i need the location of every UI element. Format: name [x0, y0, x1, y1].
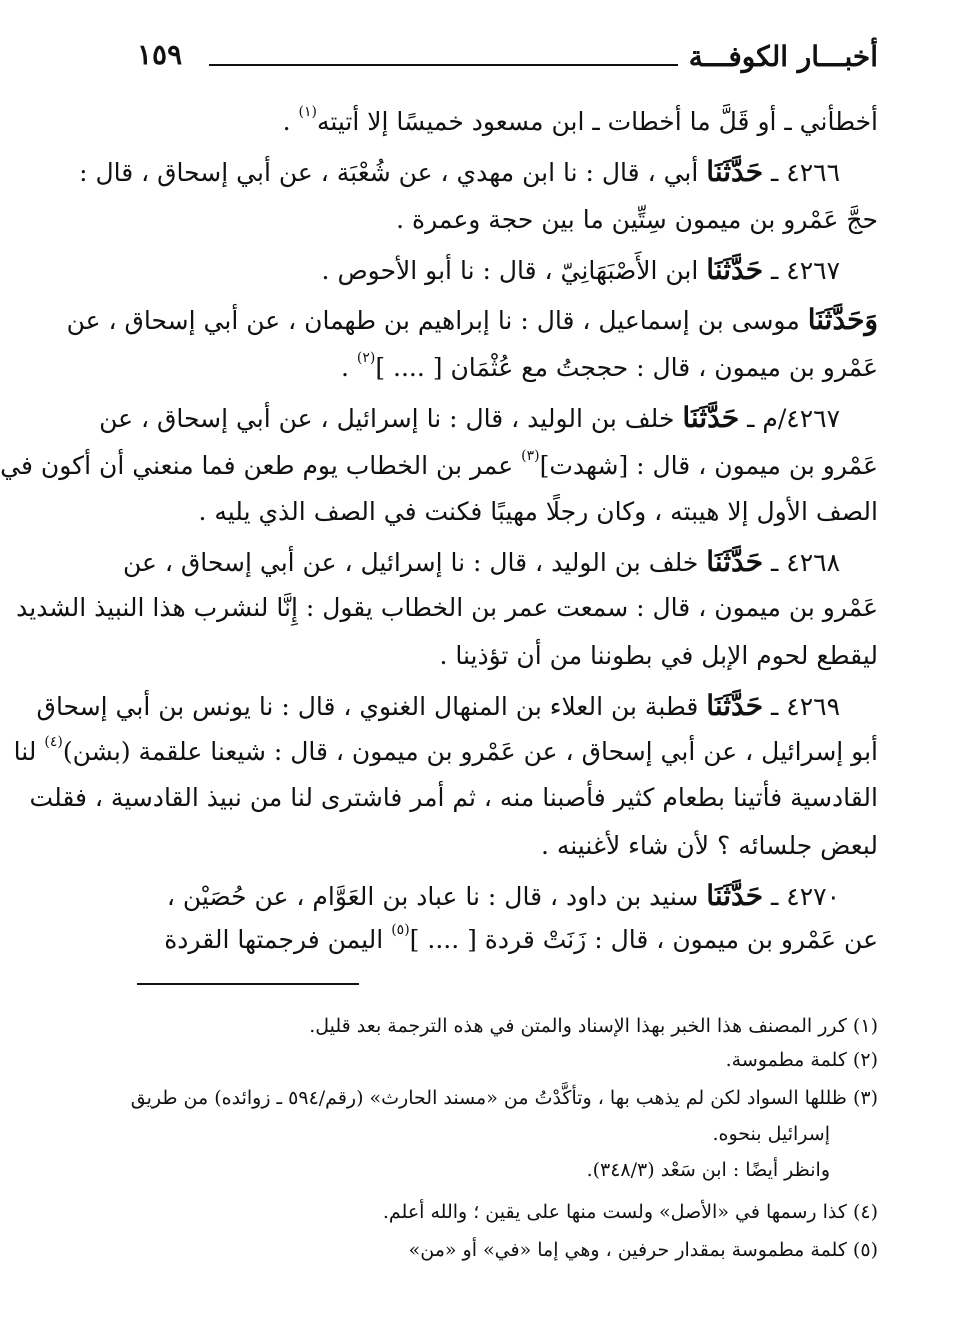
- hadith-number: ٤٢٦٧/م ـ: [739, 404, 840, 433]
- hadith-keyword: وَحَدَّثَنَا: [807, 303, 878, 336]
- footnote-5: (٥) كلمة مطموسة بمقدار حرفين ، وهي إما «في» أو «من»: [408, 1239, 878, 1261]
- text-segment: عَمْرو بن ميمون ، قال : سمعت عمر بن الخطاب يقول : إِنَّا لنشرب هذا النبيذ الشديد: [16, 593, 878, 622]
- hadith-4266: [79, 150, 840, 194]
- text-segment: اليمن فرجمتها القردة: [164, 925, 392, 954]
- hadith-keyword: حَدَّثَنَا: [706, 879, 764, 912]
- hadith-number: ٤٢٦٩ ـ: [763, 692, 840, 721]
- text-line-11: [16, 586, 878, 630]
- hadith-number: ٤٢٧٠ ـ: [763, 882, 840, 911]
- footnote-ref: (٣): [521, 448, 540, 464]
- text-line-14: [13, 730, 878, 774]
- footnote-3-see-also: وانظر أيضًا : ابن سَعْد (٣٤٨/٣).: [586, 1159, 830, 1181]
- hadith-number: ٤٢٦٨ ـ: [763, 548, 840, 577]
- text-line-8: [0, 444, 878, 488]
- text-segment: عمر بن الخطاب يوم طعن فما منعني أن أكون في: [0, 451, 522, 480]
- footnote-4: (٤) كذا رسمها في «الأصل» ولست منها على يقين ؛ والله أعلم.: [382, 1201, 878, 1223]
- running-header: [137, 34, 878, 84]
- text-segment: لبعض جلسائه ؟ لأن شاء لأغنينه .: [540, 831, 878, 860]
- hadith-4269: [36, 684, 840, 728]
- text-line-18: [137, 918, 878, 962]
- hadith-keyword: حَدَّثَنَا: [706, 689, 764, 722]
- footnote-ref: (٢): [356, 350, 376, 366]
- text-segment: الصف الأول إلا هيبته ، وكان رجلًا مهيبًا فكنت في الصف الذي يليه .: [198, 497, 878, 526]
- text-segment: ليقطع لحوم الإبل في بطوننا من أن تؤذينا .: [439, 641, 878, 670]
- text-segment: .: [282, 107, 299, 136]
- page-number: ١٥٩: [137, 38, 183, 71]
- hadith-number: ٤٢٦٦ ـ: [763, 158, 840, 187]
- text-segment: موسى بن إسماعيل ، قال : نا إبراهيم بن طهمان ، عن أبي إسحاق ، عن: [66, 306, 808, 335]
- text-segment: خلف بن الوليد ، قال : نا إسرائيل ، عن أبي إسحاق ، عن: [99, 404, 683, 433]
- text-line-9: [137, 490, 878, 534]
- hadith-4268: [122, 540, 840, 584]
- text-segment: أبي ، قال : نا ابن مهدي ، عن شُعْبَة ، عن أبي إسحاق ، قال :: [79, 158, 707, 187]
- text-segment: سنيد بن داود ، قال : نا عباد بن العَوَّام ، عن حُصَيْن ،: [166, 882, 707, 911]
- text-segment: قطبة بن العلاء بن المنهال الغنوي ، قال : نا يونس بن أبي إسحاق: [36, 692, 707, 721]
- text-segment: خلف بن الوليد ، قال : نا إسرائيل ، عن أبي إسحاق ، عن: [122, 548, 707, 577]
- text-line-16: [137, 824, 878, 868]
- text-segment: عن عَمْرو بن ميمون ، قال : زَنَتْ قردة [ .... ]: [409, 925, 878, 954]
- text-segment: لنا: [13, 737, 45, 766]
- footnote-3-continued: إسرائيل بنحوه.: [712, 1123, 830, 1145]
- footnote-rule: [137, 983, 359, 985]
- text-line-3: [137, 198, 878, 242]
- text-segment: القادسية فأتينا بطعام كثير فأصبنا منه ، ثم أمر فاشترى لنا من نبيذ القادسية ، فقلت: [29, 783, 878, 812]
- footnote-1: (١) كرر المصنف هذا الخبر بهذا الإسناد والمتن في هذه الترجمة بعد قليل.: [309, 1015, 878, 1037]
- footnote-ref: (٥): [391, 922, 410, 938]
- text-line-6: [137, 346, 878, 390]
- footnote-3: (٣) ظللها السواد لكن لم يذهب بها ، وتأكَّدْتُ من «مسند الحارث» (رقم/٥٩٤ ـ زوائده) من طريق: [130, 1087, 878, 1109]
- text-segment: أبو إسرائيل ، عن أبي إسحاق ، عن عَمْرو بن ميمون ، قال : شيعنا علقمة (بشن): [62, 737, 878, 766]
- text-line-5: [66, 298, 878, 342]
- text-segment: .: [340, 353, 357, 382]
- text-line-15: [29, 776, 878, 820]
- text-segment: ابن الأَصْبَهَانِيّ ، قال : نا أبو الأحوص .: [321, 256, 707, 285]
- footnote-2: (٢) كلمة مطموسة.: [725, 1049, 878, 1071]
- hadith-keyword: حَدَّثَنَا: [682, 401, 740, 434]
- hadith-4267: [137, 248, 840, 292]
- footnote-ref: (١): [298, 104, 317, 120]
- hadith-4267m: [99, 396, 840, 440]
- text-segment: حجَّ عَمْرو بن ميمون سِتِّين ما بين حجة وعمرة .: [396, 205, 878, 234]
- hadith-keyword: حَدَّثَنَا: [706, 155, 764, 188]
- text-line-1: [137, 100, 878, 144]
- hadith-keyword: حَدَّثَنَا: [706, 545, 764, 578]
- header-rule: [209, 64, 678, 66]
- hadith-keyword: حَدَّثَنَا: [706, 253, 764, 286]
- text-segment: عَمْرو بن ميمون ، قال : [شهدت]: [539, 451, 878, 480]
- hadith-number: ٤٢٦٧ ـ: [763, 256, 840, 285]
- footnote-ref: (٤): [44, 734, 63, 750]
- running-title: أخبـــار الكوفـــة: [688, 40, 878, 73]
- text-segment: عَمْرو بن ميمون ، قال : حججتُ مع عُثْمَان [ .... ]: [375, 353, 878, 382]
- hadith-4270: [137, 874, 840, 918]
- text-line-12: [137, 634, 878, 678]
- text-segment: أخطأني ـ أو قَلَّ ما أخطات ـ ابن مسعود خميسًا إلا أتيته: [316, 107, 878, 136]
